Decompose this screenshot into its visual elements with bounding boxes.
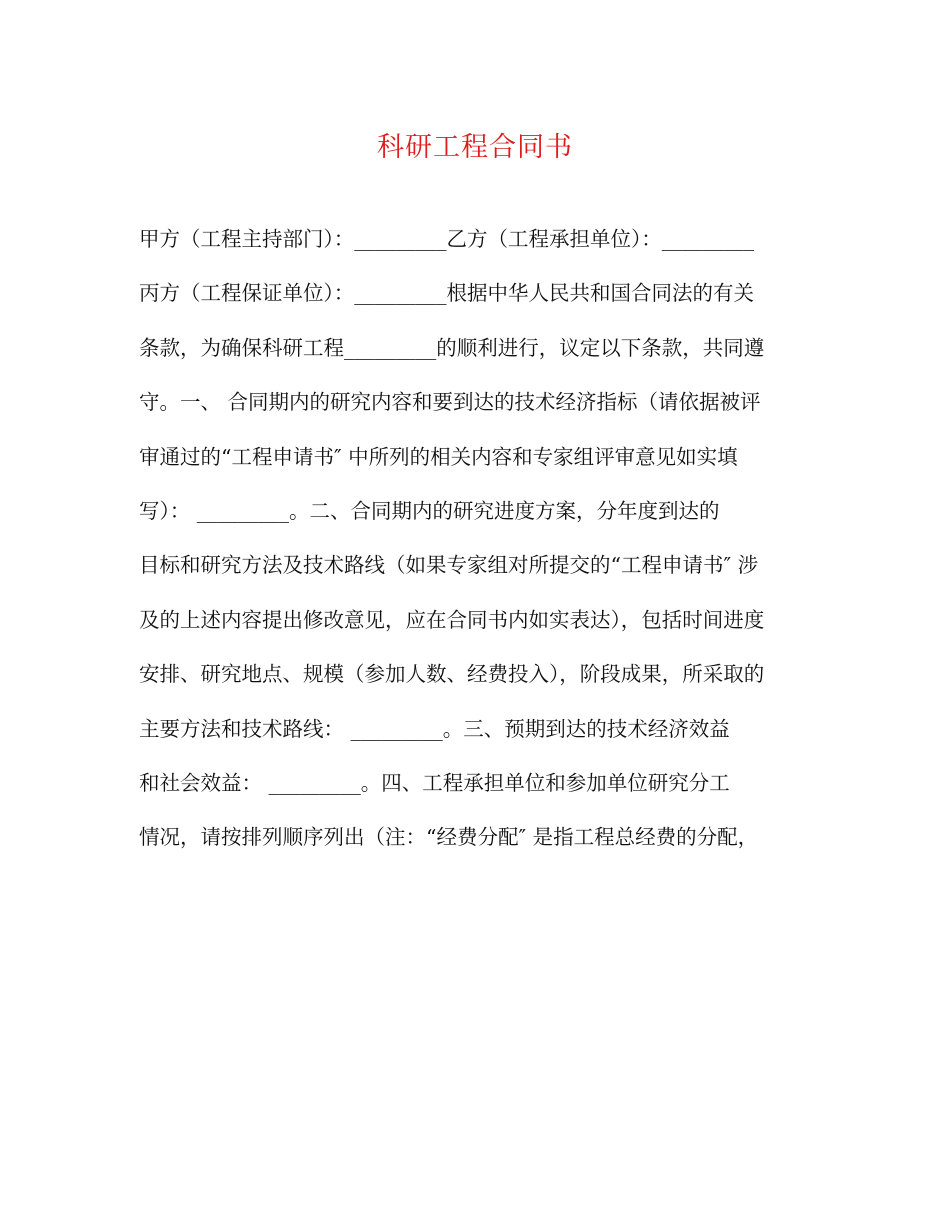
- body-line-5: 审通过的“工程申请书″ 中所列的相关内容和专家组评审意见如实填: [139, 444, 738, 469]
- body-line-9: 安排、研究地点、规模（参加人数、经费投入），阶段成果，所采取的: [139, 662, 765, 687]
- body-line-2: 丙方（工程保证单位）：_________根据中华人民共和国合同法的有关: [139, 281, 754, 306]
- body-line-6: 写）： _________。二、合同期内的研究进度方案，分年度到达的: [139, 498, 720, 523]
- document-title: 科研工程合同书: [377, 132, 573, 163]
- body-line-8: 及的上述内容提出修改意见，应在合同书内如实表达），包括时间进度: [139, 607, 765, 632]
- body-line-10: 主要方法和技术路线： _________。三、预期到达的技术经济效益: [139, 716, 730, 741]
- body-line-4: 守。一、 合同期内的研究内容和要到达的技术经济指标（请依据被评: [139, 390, 761, 415]
- body-line-12: 情况，请按排列顺序列出（注：“经费分配″ 是指工程总经费的分配，: [139, 825, 759, 850]
- body-line-1: 甲方（工程主持部门）：_________乙方（工程承担单位）：_________: [139, 227, 754, 251]
- body-line-11: 和社会效益： _________。四、工程承担单位和参加单位研究分工: [139, 770, 730, 795]
- body-line-7: 目标和研究方法及技术路线（如果专家组对所提交的“工程申请书″ 涉: [139, 553, 759, 578]
- contract-body: [139, 212, 819, 865]
- body-line-3: 条款，为确保科研工程_________的顺利进行，议定以下条款，共同遵: [139, 335, 765, 360]
